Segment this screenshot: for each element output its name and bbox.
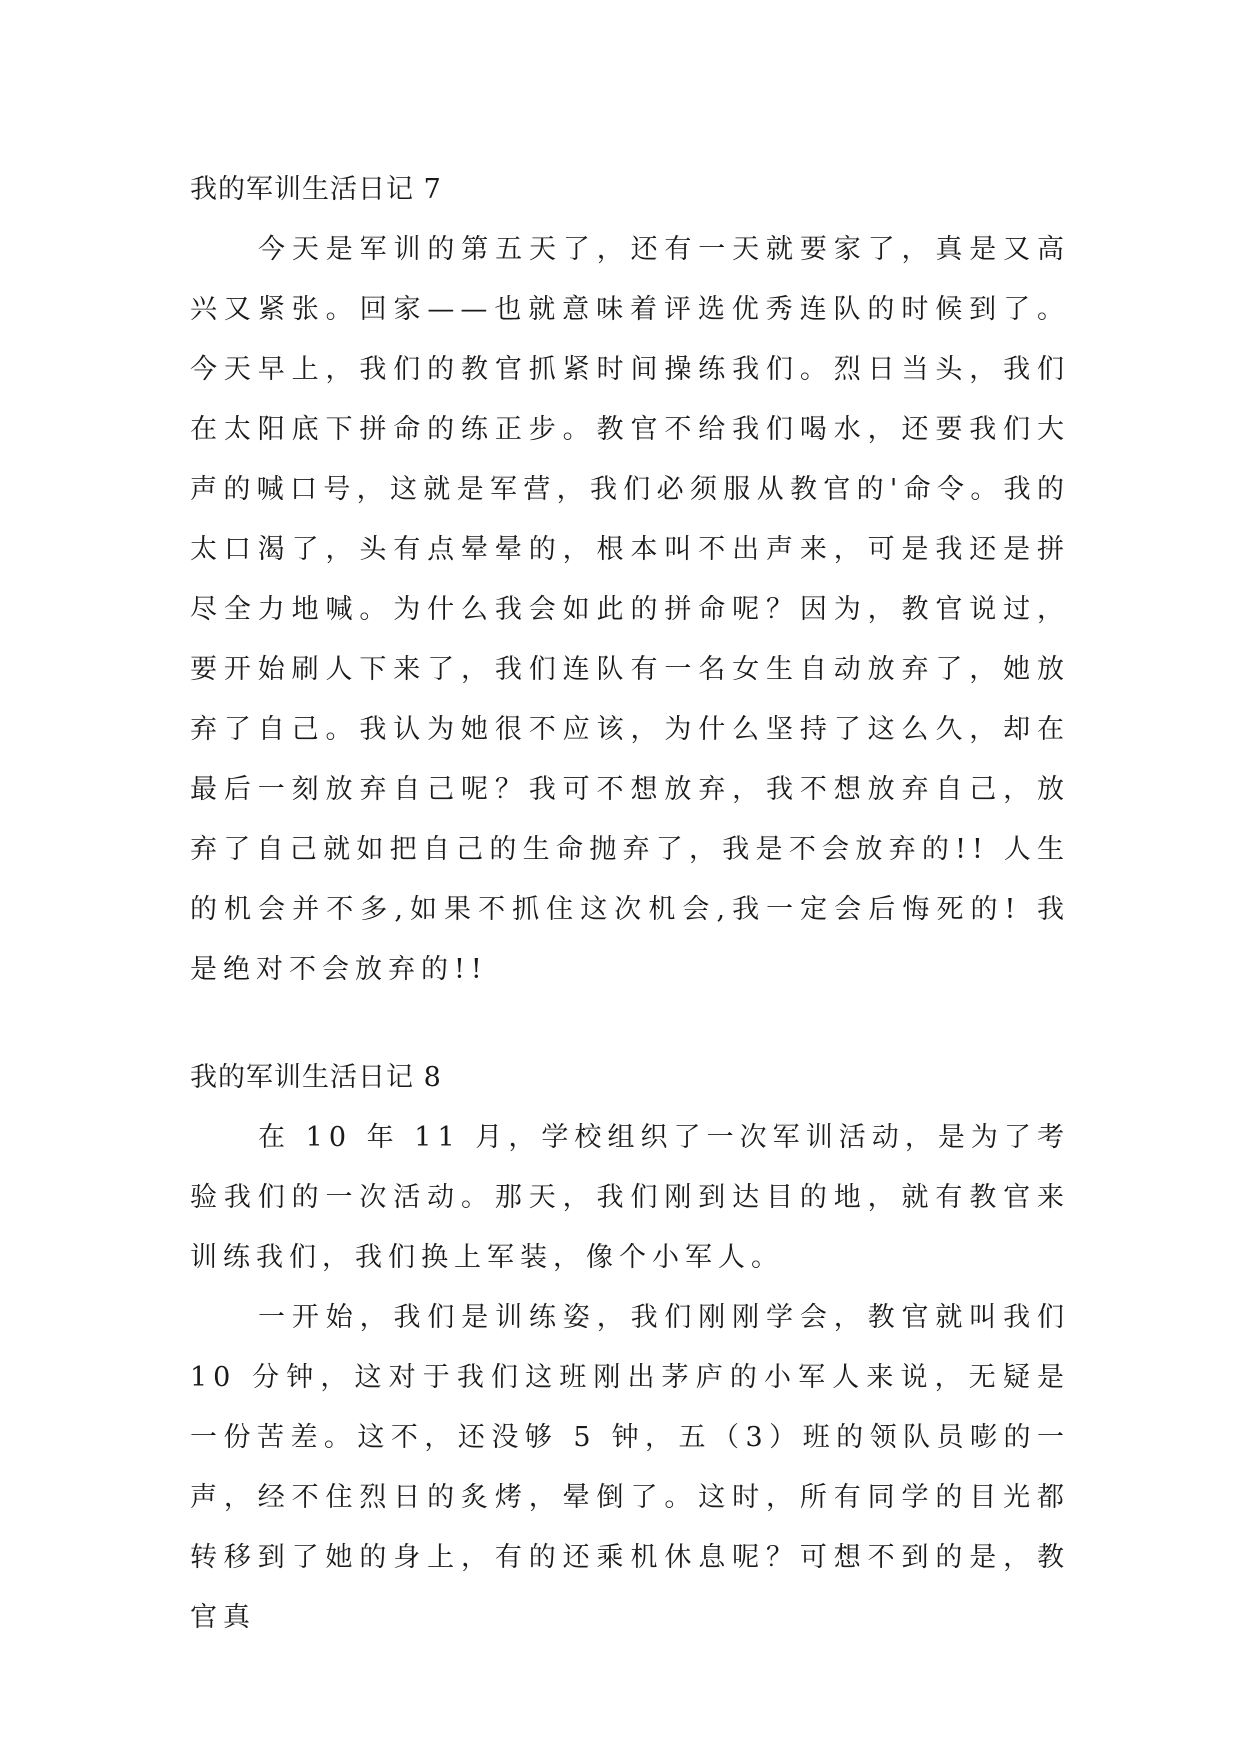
diary-entry-8 (190, 1048, 1070, 1648)
entry-paragraph: 一开始，我们是训练姿，我们刚刚学会，教官就叫我们 10 分钟，这对于我们这班刚出茅庐的小军人来说，无疑是一份苦差。这不，还没够 5 钟，五（3）班的领队员嘭的一声，经不住烈日的炙烤，晕倒了。这时，所有同学的目光都转移到了她的身上，有的还乘机休息呢？可想不到的是，教官真 (190, 1302, 1070, 1633)
document-content (190, 160, 1070, 1648)
entry-title: 我的军训生活日记 7 (190, 174, 442, 205)
entry-paragraph: 今天是军训的第五天了，还有一天就要家了，真是又高兴又紧张。回家——也就意味着评选优秀连队的时候到了。今天早上，我们的教官抓紧时间操练我们。烈日当头，我们在太阳底下拼命的练正步。教官不给我们喝水，还要我们大声的喊口号，这就是军营，我们必须服从教官的'命令。我的太口渴了，头有点晕晕的，根本叫不出声来，可是我还是拼尽全力地喊。为什么我会如此的拼命呢？因为，教官说过，要开始刷人下来了，我们连队有一名女生自动放弃了，她放弃了自己。我认为她很不应该，为什么坚持了这么久，却在最后一刻放弃自己呢？我可不想放弃，我不想放弃自己，放弃了自己就如把自己的生命抛弃了，我是不会放弃的!! 人生的机会并不多,如果不抓住这次机会,我一定会后悔死的! 我是绝对不会放弃的!! (190, 234, 1070, 985)
entry-title: 我的军训生活日记 8 (190, 1062, 442, 1093)
entry-paragraph: 在 10 年 11 月，学校组织了一次军训活动，是为了考验我们的一次活动。那天，我们刚到达目的地，就有教官来训练我们，我们换上军装，像个小军人。 (190, 1122, 1070, 1273)
diary-entry-7 (190, 160, 1070, 1000)
